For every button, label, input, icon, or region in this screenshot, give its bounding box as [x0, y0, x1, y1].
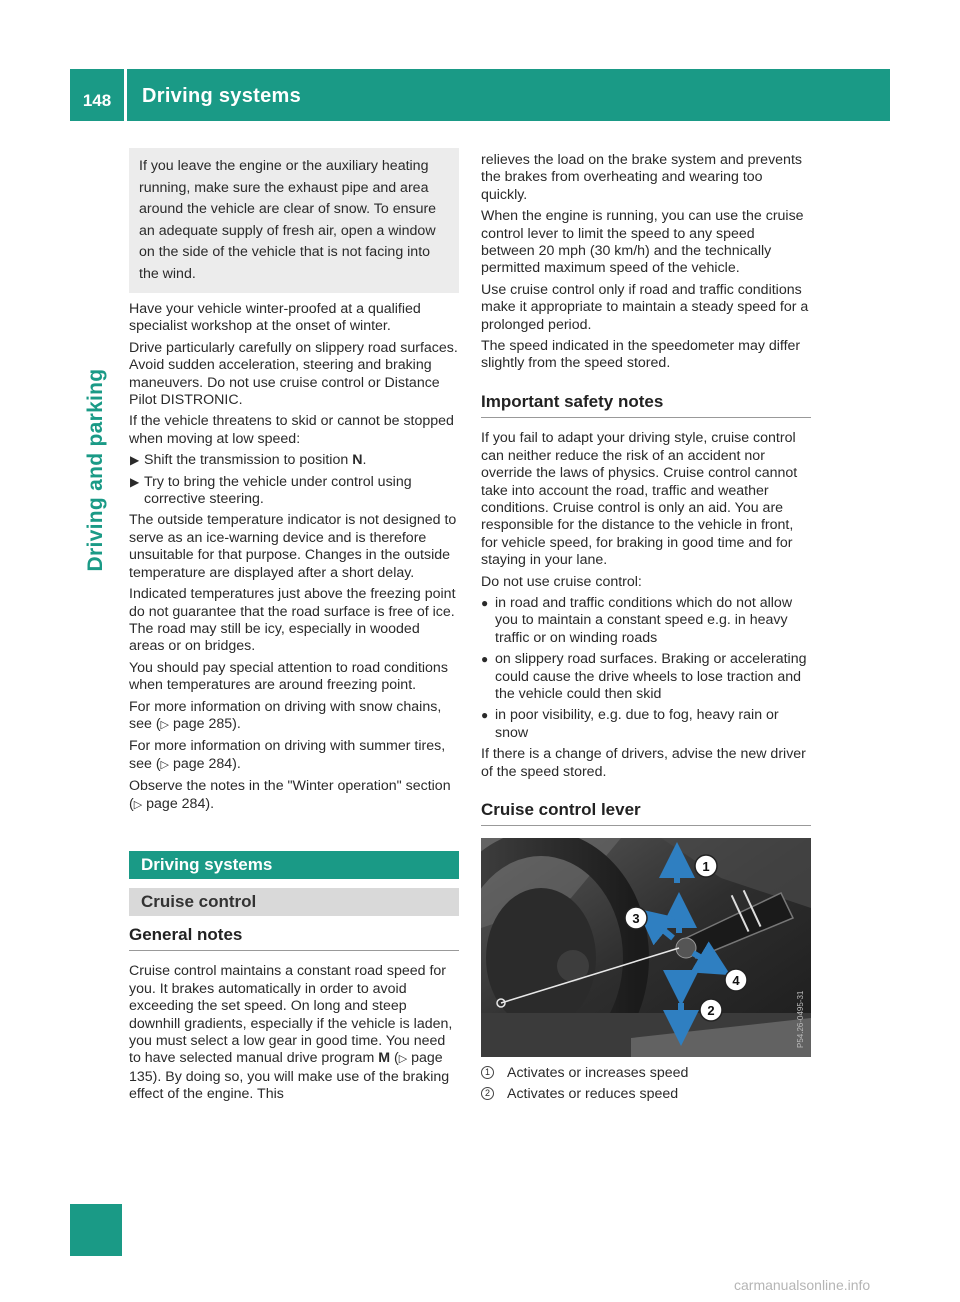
legend-item: 1 Activates or increases speed [481, 1065, 811, 1082]
page-ref-icon: ▷ [160, 718, 170, 731]
paragraph: Have your vehicle winter-proofed at a qualified specialist workshop at the onset of winter. [129, 301, 421, 335]
paragraph: Do not use cruise control: [481, 573, 642, 590]
callout-4: 4 [732, 973, 740, 989]
page-ref-link[interactable]: page 135 [129, 1050, 443, 1085]
callout-3: 3 [632, 911, 640, 927]
page-ref-link[interactable]: page 284 [146, 795, 206, 812]
page-ref-icon: ▷ [398, 1053, 408, 1066]
paragraph: Observe the notes in the "Winter operation" section (▷ page 284). [129, 778, 451, 812]
paragraph: Cruise control maintains a constant road speed for you. It brakes automatically in order to avoid exceeding the set speed. On long and steep downhill gradients, especially if the vehicle is laden, you must select a low gear in good time. You need to have selected manual drive program M (▷ page 135). By doing so, you will make use of the braking effect of the engine. This [129, 963, 453, 1103]
note-box: If you leave the engine or the auxiliary heating running, make sure the exhaust pipe and area around the vehicle are clear of snow. To ensure an adequate supply of fresh air, open a window on the side of the vehicle that is not facing into the wind. [129, 148, 459, 293]
page-ref-icon: ▷ [160, 758, 170, 771]
paragraph: For more information on driving with snow chains, see (▷ page 285). [129, 698, 442, 732]
lever-illustration [481, 838, 811, 1057]
subsection-heading-band: Cruise control [129, 888, 459, 916]
bullet-icon: ● [481, 652, 489, 667]
paragraph: You should pay special attention to road conditions when temperatures are around freezing point. [129, 659, 448, 694]
page-number: 148 [82, 91, 112, 110]
heading-safety-notes: Important safety notes [481, 393, 811, 418]
page-title: Driving systems [142, 84, 302, 107]
paragraph: If there is a change of drivers, advise the new driver of the speed stored. [481, 746, 806, 780]
heading-cruise-lever: Cruise control lever [481, 801, 811, 826]
page-ref-link[interactable]: page 284 [172, 755, 233, 772]
heading-general-notes: General notes [129, 926, 459, 951]
left-column [129, 152, 459, 1108]
section-heading-band: Driving systems [129, 851, 459, 879]
step-item: ▶ Try to bring the vehicle under control using corrective steering. [130, 473, 412, 508]
list-item: ● in poor visibility, e.g. due to fog, heavy rain or snow [481, 707, 779, 741]
legend-number: 1 [481, 1066, 494, 1079]
list-item: ● in road and traffic conditions which do not allow you to maintain a constant speed e.g. in heavy traffic or on winding roads [481, 594, 793, 646]
legend-number: 2 [481, 1087, 494, 1100]
section-side-label: Driving and parking [84, 368, 107, 572]
page-ref-link[interactable]: page 285 [172, 715, 233, 732]
header-separator [124, 69, 127, 121]
figure-code: P54.26-0495-31 [796, 991, 805, 1049]
callout-2: 2 [707, 1003, 715, 1019]
page-ref-icon: ▷ [133, 798, 143, 811]
section-side-tab [70, 1204, 122, 1256]
paragraph: relieves the load on the brake system and prevents the brakes from overheating and wearing too quickly. [481, 152, 802, 203]
paragraph: Use cruise control only if road and traffic conditions make it appropriate to maintain a steady speed for a prolonged period. [481, 281, 809, 333]
step-arrow-icon: ▶ [130, 474, 140, 489]
paragraph: If the vehicle threatens to skid or cannot be stopped when moving at low speed: [129, 413, 454, 447]
legend-item: 2 Activates or reduces speed [481, 1086, 811, 1103]
paragraph: The speed indicated in the speedometer may differ slightly from the speed stored. [481, 338, 801, 372]
paragraph: If you fail to adapt your driving style, cruise control can neither reduce the risk of an accident nor override the laws of physics. Cruise control cannot take into account the road, traffic and weather conditions. Cruise control is only an aid. You are responsible for the distance to the vehicle in front, for vehicle speed, for braking in good time and for staying in your lane. [481, 430, 798, 569]
cruise-control-lever-figure [481, 838, 811, 1057]
paragraph: The outside temperature indicator is not designed to serve as an ice-warning device and is therefore unsuitable for that purpose. Changes in the outside temperature are displayed after a short delay. [129, 512, 457, 581]
bullet-icon: ● [481, 595, 489, 610]
paragraph: For more information on driving with summer tires, see (▷ page 284). [129, 738, 446, 772]
right-column [481, 152, 811, 1106]
paragraph: When the engine is running, you can use the cruise control lever to limit the speed to any speed between 20 mph (30 km/h) and the technically permitted maximum speed of the vehicle. [481, 208, 804, 277]
callout-1: 1 [702, 859, 710, 875]
footer-watermark: carmanualsonline.info [734, 1277, 871, 1293]
bullet-icon: ● [481, 708, 489, 723]
list-item: ● on slippery road surfaces. Braking or accelerating could cause the drive wheels to lose traction and the vehicle could then skid [481, 651, 807, 702]
paragraph: Indicated temperatures just above the freezing point do not guarantee that the road surface is free of ice. The road may still be icy, especially in wooded areas or on bridges. [129, 586, 456, 655]
step-item: ▶ Shift the transmission to position N. [130, 452, 367, 469]
step-arrow-icon: ▶ [130, 453, 140, 468]
paragraph: Drive particularly carefully on slippery road surfaces. Avoid sudden acceleration, steering and braking maneuvers. Do not use cruise control or Distance Pilot DISTRONIC. [129, 339, 458, 409]
